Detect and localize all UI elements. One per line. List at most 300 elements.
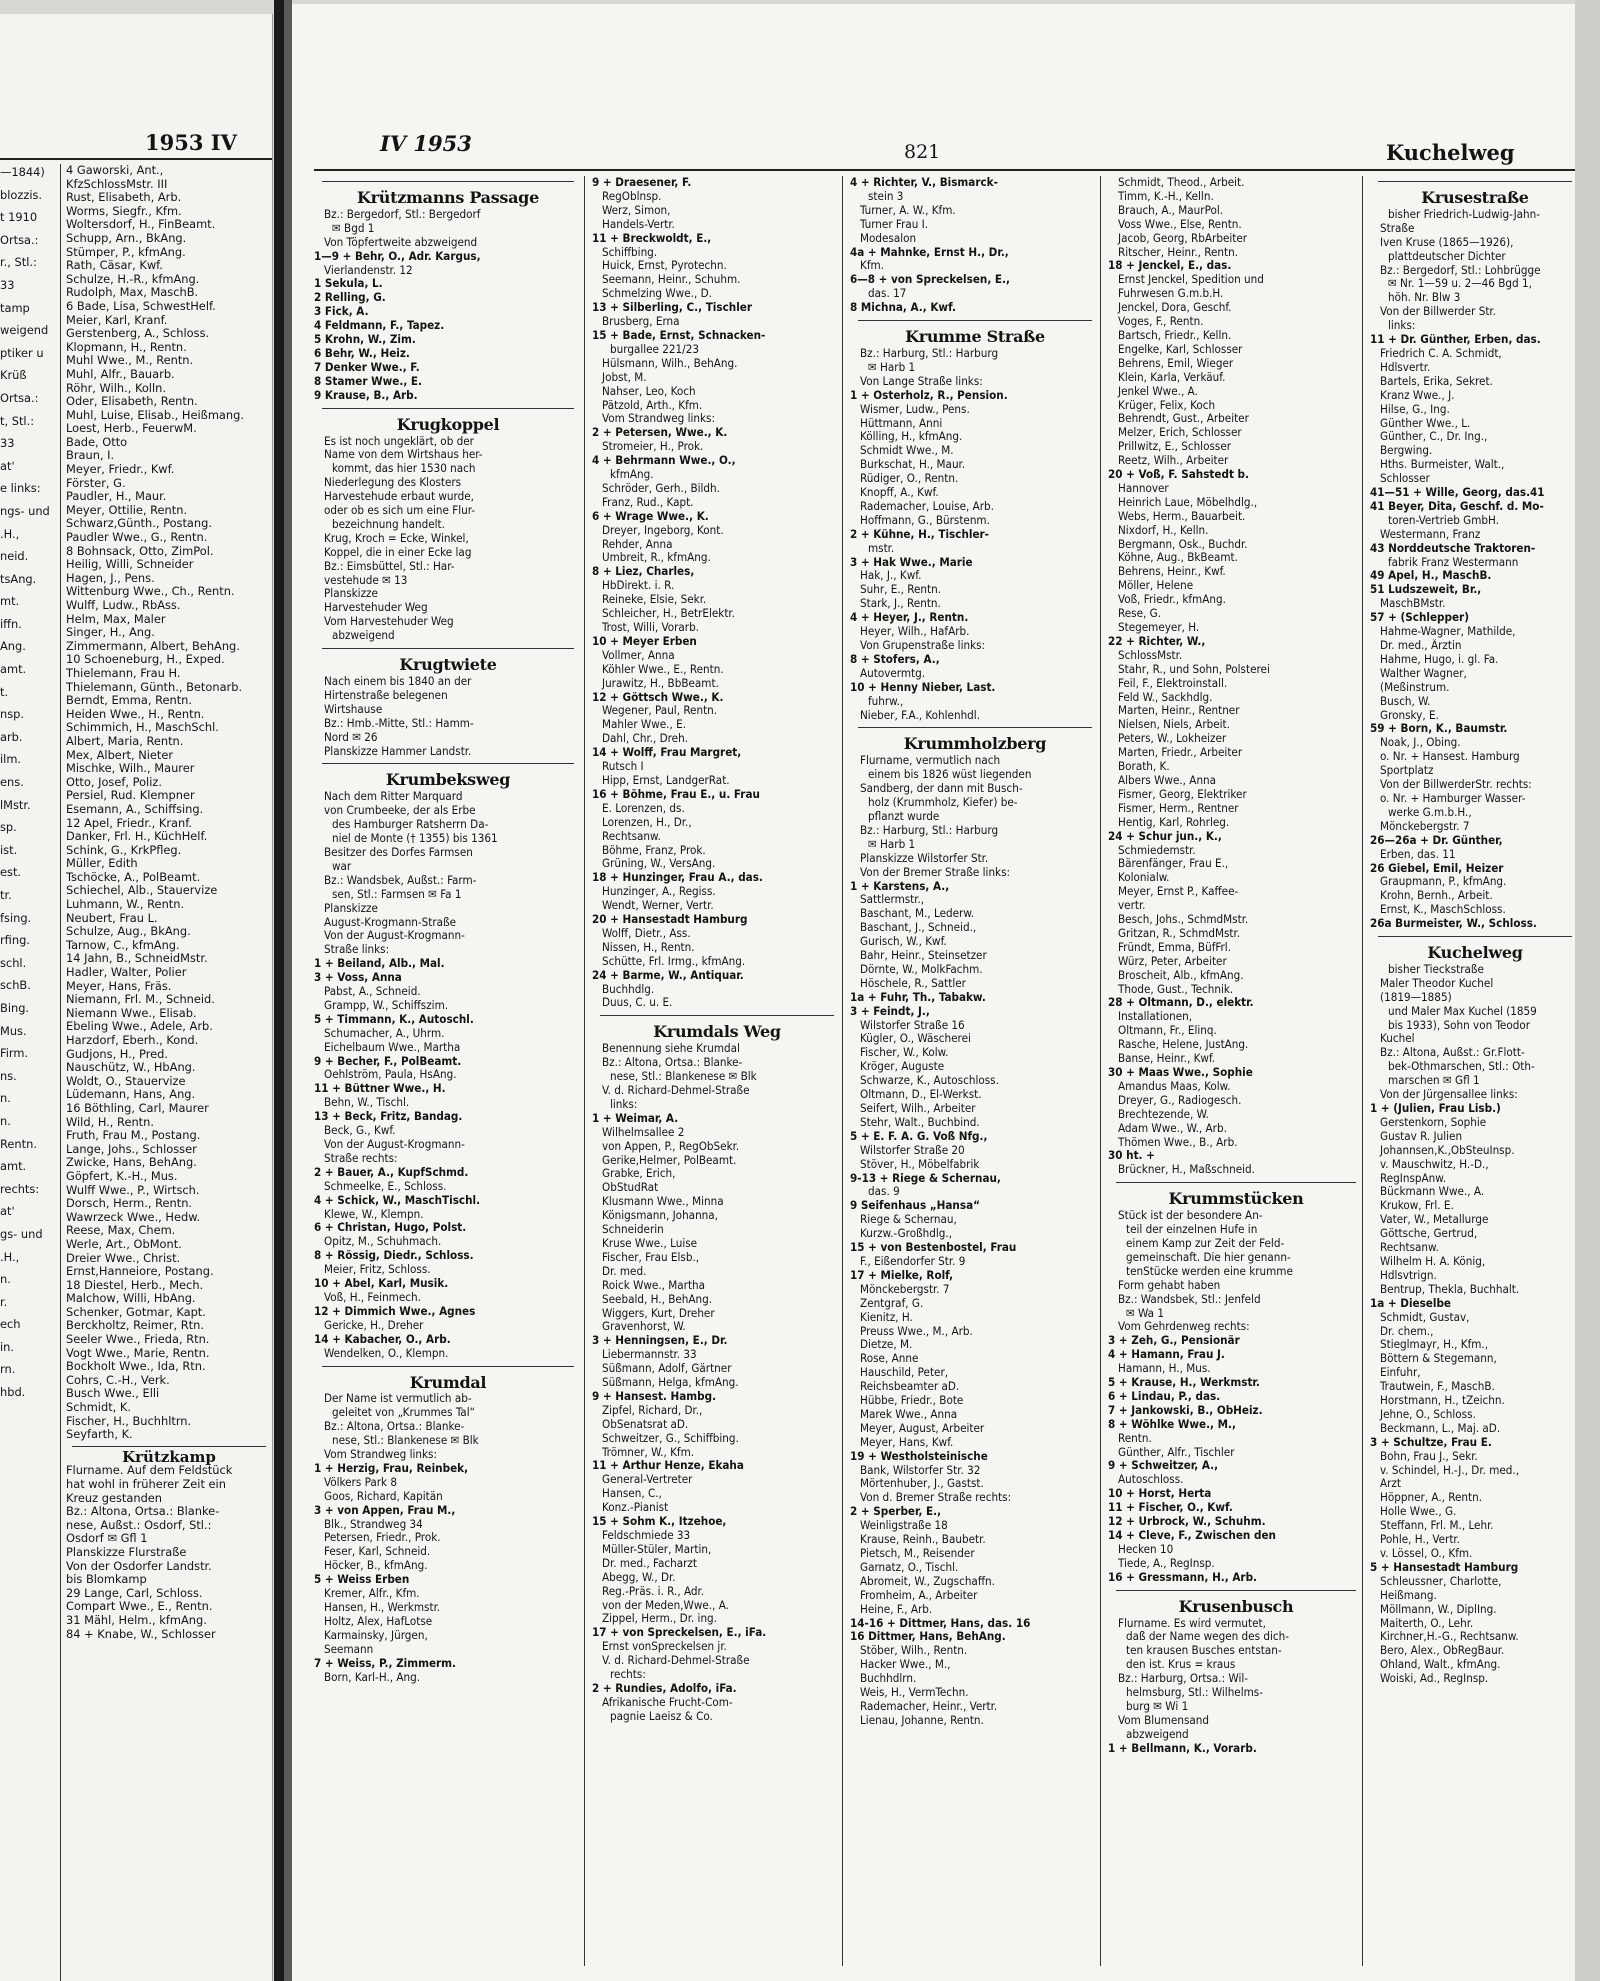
- directory-entry: Malchow, Willi, HbAng.: [66, 1292, 196, 1306]
- directory-entry: 5 + Timmann, K., Autoschl.: [314, 1012, 474, 1026]
- directory-entry: Heine, F., Arb.: [860, 1602, 933, 1616]
- directory-entry: Umbreit, R., kfmAng.: [602, 551, 711, 565]
- directory-entry: Hak, J., Kwf.: [860, 569, 922, 583]
- directory-entry: Behn, W., Tischl.: [324, 1096, 410, 1110]
- fragment-line: est.: [0, 865, 22, 880]
- directory-entry: 16 + Böhme, Frau E., u. Frau: [592, 787, 760, 801]
- directory-entry: von der Meden,Wwe., A.: [602, 1598, 729, 1612]
- directory-entry: Würz, Peter, Arbeiter: [1118, 954, 1227, 968]
- directory-entry: 6 Behr, W., Heiz.: [314, 346, 410, 360]
- directory-entry: Hamann, H., Mus.: [1118, 1362, 1211, 1376]
- directory-entry: Thielemann, Frau H.: [66, 666, 181, 680]
- directory-entry: Eichelbaum Wwe., Martha: [324, 1040, 461, 1054]
- directory-entry: Engelke, Karl, Schlosser: [1118, 342, 1243, 356]
- directory-entry: 13 + Silberling, C., Tischler: [592, 301, 752, 315]
- directory-entry: Wirtshause: [324, 702, 383, 716]
- directory-entry: 6 Bade, Lisa, SchwestHelf.: [66, 299, 216, 313]
- directory-entry: 9 Krause, B., Arb.: [314, 388, 418, 402]
- directory-entry: Holle Wwe., G.: [1380, 1505, 1457, 1519]
- directory-entry: Klewe, W., Klempn.: [324, 1207, 424, 1221]
- directory-entry: 12 + Dimmich Wwe., Agnes: [314, 1304, 476, 1318]
- directory-entry: Schmidt, Theod., Arbeit.: [1118, 176, 1245, 189]
- directory-entry: 4 + Richter, V., Bismarck-: [850, 176, 998, 189]
- directory-entry: 8 + Rössig, Diedr., Schloss.: [314, 1249, 474, 1263]
- directory-entry: 41—51 + Wille, Georg, das.41: [1370, 486, 1545, 500]
- directory-entry: Fuhrwesen G.m.b.H.: [1118, 287, 1224, 301]
- fragment-line: t.: [0, 684, 9, 699]
- directory-entry: links:: [1388, 319, 1416, 333]
- fragment-line: n.: [0, 1272, 11, 1287]
- directory-entry: 11 + Fischer, O., Kwf.: [1108, 1501, 1233, 1515]
- directory-entry: Einfuhr,: [1380, 1366, 1421, 1380]
- directory-entry: geleitet von „Krummes Tal“: [332, 1406, 475, 1420]
- street-description-line: 84 + Knabe, W., Schlosser: [66, 1626, 216, 1641]
- directory-entry: 57 + (Schlepper): [1370, 611, 1469, 625]
- directory-entry: Süßmann, Adolf, Gärtner: [602, 1362, 732, 1376]
- directory-entry: teil der einzelnen Hufe in: [1126, 1223, 1258, 1237]
- directory-entry: 3 + Zeh, G., Pensionär: [1108, 1334, 1240, 1348]
- directory-entry: Dr. med., Ärztin: [1380, 639, 1462, 652]
- directory-entry: Schiechel, Alb., Stauervize: [66, 884, 218, 898]
- directory-entry: (Meßinstrum.: [1380, 680, 1450, 694]
- directory-entry: Harvestehude erbaut wurde,: [324, 490, 474, 504]
- directory-entry: 10 + Abel, Karl, Musik.: [314, 1277, 449, 1291]
- directory-entry: Von Grupenstraße links:: [860, 639, 986, 652]
- directory-entry: Königsmann, Johanna,: [602, 1209, 718, 1223]
- directory-entry: Borath, K.: [1118, 760, 1170, 774]
- directory-entry: 24 + Schur jun., K.,: [1108, 829, 1222, 843]
- fragment-line: schl.: [0, 955, 27, 970]
- directory-entry: burgallee 221/23: [610, 342, 699, 356]
- directory-entry: Bergmann, Osk., Buchdr.: [1118, 537, 1248, 551]
- directory-entry: Zimmermann, Albert, BehAng.: [66, 639, 240, 653]
- directory-entry: Timm, K.-H., Kelln.: [1118, 189, 1214, 203]
- directory-entry: Pabst, A., Schneid.: [324, 985, 421, 999]
- directory-entry: Rademacher, Louise, Arb.: [860, 499, 994, 513]
- directory-entry: Bade, Otto: [66, 435, 128, 449]
- directory-entry: 8 Michna, A., Kwf.: [850, 301, 956, 315]
- directory-entry: Gericke, H., Dreher: [324, 1318, 424, 1332]
- directory-column: [592, 176, 842, 1976]
- fragment-line: Bing.: [0, 1000, 30, 1015]
- street-heading: Krusestraße: [1421, 188, 1529, 207]
- left-column-rule: [60, 164, 61, 1981]
- directory-entry: Schiffbing.: [602, 245, 658, 259]
- directory-entry: Sandberg, der dann mit Busch-: [860, 782, 1023, 796]
- directory-entry: Hansen, H., Werkmstr.: [324, 1601, 441, 1614]
- street-description-line: hat wohl in früherer Zeit ein: [66, 1477, 226, 1491]
- directory-entry: Garnatz, O., Tischl.: [860, 1560, 959, 1574]
- directory-entry: Abegg, W., Dr.: [602, 1570, 676, 1584]
- directory-entry: Konz.-Pianist: [602, 1501, 669, 1515]
- directory-entry: bek-Othmarschen, Stl.: Oth-: [1388, 1060, 1535, 1074]
- directory-entry: 3 + Henningsen, E., Dr.: [592, 1334, 728, 1348]
- fragment-line: ist.: [0, 842, 18, 857]
- directory-entry: bisher Tieckstraße: [1388, 962, 1484, 976]
- directory-entry: Stark, J., Rentn.: [860, 597, 941, 611]
- directory-entry: Buchhdlrn.: [860, 1672, 917, 1686]
- book-gutter-shadow: [284, 0, 292, 1981]
- directory-entry: Singer, H., Ang.: [66, 626, 155, 640]
- fragment-line: —1844): [0, 165, 45, 179]
- directory-entry: Göpfert, K.-H., Mus.: [66, 1169, 178, 1183]
- directory-entry: Prillwitz, E., Schlosser: [1118, 440, 1232, 454]
- fragment-line: ptiker u: [0, 345, 44, 360]
- directory-entry: Straße: [1380, 221, 1415, 235]
- fragment-line: r.: [0, 1294, 8, 1309]
- directory-entry: Schleicher, H., BetrElektr.: [602, 607, 735, 621]
- street-heading: Krumme Straße: [905, 327, 1045, 347]
- directory-entry: Hülsmann, Wilh., BehAng.: [602, 356, 738, 370]
- directory-entry: Abromeit, W., Zugschaffn.: [860, 1574, 995, 1588]
- directory-entry: Behrens, Heinr., Kwf.: [1118, 565, 1226, 579]
- directory-entry: Schweitzer, G., Schiffbing.: [602, 1431, 739, 1445]
- directory-entry: Nauschütz, W., HbAng.: [66, 1061, 196, 1075]
- directory-entry: Kranz Wwe., J.: [1380, 388, 1455, 402]
- directory-entry: Schmiedemstr.: [1118, 843, 1196, 857]
- directory-entry: Roick Wwe., Martha: [602, 1278, 706, 1292]
- directory-entry: Seemann: [324, 1642, 374, 1656]
- street-heading: Krummstücken: [1168, 1189, 1304, 1209]
- directory-entry: Wilhelmsallee 2: [602, 1125, 685, 1139]
- directory-entry: Preuss Wwe., M., Arb.: [860, 1324, 973, 1338]
- directory-entry: rechts:: [610, 1668, 646, 1682]
- directory-entry: 2 + Petersen, Wwe., K.: [592, 426, 728, 440]
- directory-entry: August-Krogmann-Straße: [324, 915, 457, 929]
- directory-entry: Jobst, M.: [602, 370, 647, 384]
- directory-entry: Handels-Vertr.: [602, 217, 675, 231]
- directory-entry: 1 + Herzig, Frau, Reinbek,: [314, 1461, 469, 1475]
- directory-entry: Reg.-Präs. i. R., Adr.: [602, 1584, 705, 1598]
- directory-entry: Albert, Maria, Rentn.: [66, 734, 184, 748]
- directory-entry: Böttern & Stegemann,: [1380, 1352, 1497, 1366]
- section-divider: [322, 1366, 574, 1367]
- directory-entry: Brückner, H., Maßschneid.: [1118, 1163, 1255, 1177]
- directory-entry: Böhme, Franz, Prok.: [602, 843, 706, 857]
- directory-entry: Heilig, Willi, Schneider: [66, 558, 194, 572]
- directory-column: [1108, 176, 1364, 1976]
- directory-entry: Bz.: Harburg, Ortsa.: Wil-: [1118, 1672, 1249, 1686]
- left-page: [0, 14, 273, 1981]
- directory-entry: vertr.: [1118, 899, 1146, 913]
- directory-entry: Nieber, F.A., Kohlenhdl.: [860, 708, 981, 722]
- directory-entry: Woltersdorf, H., FinBeamt.: [66, 218, 216, 232]
- directory-entry: marschen ✉ Gfl 1: [1388, 1074, 1480, 1088]
- directory-entry: bezeichnung handelt.: [332, 517, 445, 531]
- street-description-line: Kreuz gestanden: [66, 1490, 163, 1505]
- directory-entry: Petersen, Friedr., Prok.: [324, 1531, 441, 1545]
- directory-entry: Wendt, Werner, Vertr.: [602, 899, 714, 913]
- fragment-line: Rentn.: [0, 1136, 37, 1151]
- fragment-line: .H.,: [0, 526, 20, 541]
- directory-entry: Adam Wwe., W., Arb.: [1118, 1121, 1227, 1135]
- directory-entry: Schenker, Gotmar, Kapt.: [66, 1305, 206, 1319]
- fragment-line: fsing.: [0, 910, 32, 925]
- fragment-line: t, Stl.:: [0, 413, 35, 428]
- directory-entry: 41 Beyer, Dita, Geschf. d. Mo-: [1370, 499, 1544, 513]
- directory-entry: Form gehabt haben: [1118, 1278, 1221, 1292]
- directory-entry: Luhmann, W., Rentn.: [66, 898, 185, 912]
- directory-entry: Banse, Heinr., Kwf.: [1118, 1052, 1216, 1066]
- directory-entry: stein 3: [868, 189, 904, 203]
- directory-entry: Hansen, C.,: [602, 1487, 662, 1501]
- directory-entry: Schmidt Wwe., M.: [860, 444, 954, 458]
- directory-entry: Reetz, Wilh., Arbeiter: [1118, 454, 1229, 468]
- directory-entry: Harvestehuder Weg: [324, 601, 428, 615]
- directory-entry: Vom Gehrdenweg rechts:: [1118, 1320, 1250, 1334]
- directory-entry: 10 + Horst, Herta: [1108, 1487, 1212, 1501]
- directory-entry: Meyer, Hans, Kwf.: [860, 1435, 954, 1449]
- directory-entry: von Crumbeeke, der als Erbe: [324, 804, 476, 818]
- directory-entry: Bartsch, Friedr., Kelln.: [1118, 328, 1232, 342]
- fragment-line: hbd.: [0, 1385, 26, 1400]
- directory-entry: Ebeling Wwe., Adele, Arb.: [66, 1020, 213, 1034]
- directory-entry: Flurname, vermutlich nach: [860, 754, 1001, 768]
- directory-entry: von Appen, P., RegObSekr.: [602, 1139, 740, 1153]
- directory-entry: Trömner, W., Kfm.: [602, 1445, 695, 1459]
- directory-entry: 9-13 + Riege & Schernau,: [850, 1171, 1001, 1185]
- directory-entry: Buchhdlg.: [602, 982, 655, 996]
- directory-entry: Günther Wwe., L.: [1380, 416, 1471, 430]
- directory-entry: Dietze, M.: [860, 1338, 913, 1352]
- directory-entry: Reichsbeamter aD.: [860, 1380, 960, 1394]
- directory-entry: Maler Theodor Kuchel: [1380, 976, 1494, 990]
- left-page-fragments: [0, 166, 58, 1409]
- directory-entry: Bz.: Altona, Ortsa.: Blanke-: [602, 1056, 743, 1070]
- fragment-line: 33: [0, 436, 15, 451]
- directory-entry: 51 Ludszeweit, Br.,: [1370, 583, 1482, 597]
- directory-entry: Dorsch, Herm., Rentn.: [66, 1197, 193, 1211]
- directory-entry: Hahme, Hugo, i. gl. Fa.: [1380, 652, 1499, 666]
- directory-entry: Rose, Anne: [860, 1352, 919, 1366]
- street-heading: Krützkamp: [122, 1447, 216, 1466]
- directory-entry: 49 Apel, H., MaschB.: [1370, 569, 1492, 583]
- directory-entry: Hoffmann, G., Bürstenm.: [860, 513, 990, 527]
- directory-entry: Fründt, Emma, BüfFrl.: [1118, 940, 1232, 954]
- directory-entry: Iven Kruse (1865—1926),: [1380, 235, 1514, 249]
- directory-entry: Seemann, Heinr., Schuhm.: [602, 273, 741, 287]
- directory-entry: Süßmann, Helga, kfmAng.: [602, 1376, 739, 1390]
- directory-entry: Woldt, O., Stauervize: [66, 1074, 186, 1088]
- directory-entry: 3 + Feindt, J.,: [850, 1004, 930, 1018]
- column-rule: [1362, 176, 1363, 1966]
- directory-entry: Ernst vonSpreckelsen jr.: [602, 1640, 727, 1654]
- directory-entry: 4a + Mahnke, Ernst H., Dr.,: [850, 245, 1009, 259]
- directory-entry: Reineke, Elsie, Sekr.: [602, 593, 707, 607]
- directory-entry: tenStücke werden eine krumme: [1126, 1264, 1293, 1278]
- directory-entry: Friedrich C. A. Schmidt,: [1380, 346, 1502, 360]
- fragment-line: ilm.: [0, 752, 22, 767]
- fragment-line: tsAng.: [0, 571, 37, 586]
- directory-entry: 6 + Christan, Hugo, Polst.: [314, 1221, 467, 1235]
- directory-entry: 18 + Jenckel, E., das.: [1108, 259, 1232, 273]
- directory-entry: 20 + Voß, F. Sahstedt b.: [1108, 468, 1249, 482]
- directory-entry: Gerstenkorn, Sophie: [1380, 1115, 1487, 1129]
- directory-entry: Bückmann Wwe., A.: [1380, 1185, 1485, 1199]
- directory-entry: helmsburg, Stl.: Wilhelms-: [1126, 1686, 1263, 1700]
- directory-entry: Muhl, Alfr., Bauarb.: [66, 367, 175, 381]
- directory-entry: Krause, Reinh., Baubetr.: [860, 1533, 986, 1547]
- directory-entry: Autoschloss.: [1118, 1473, 1184, 1487]
- directory-entry: Höschele, R., Sattler: [860, 976, 966, 990]
- street-description-line: Osdorf ✉ Gfl 1: [66, 1531, 148, 1546]
- directory-entry: Hdlsvtrign.: [1380, 1268, 1437, 1282]
- directory-entry: 5 + Krause, H., Werkmstr.: [1108, 1376, 1260, 1390]
- directory-entry: Franz, Rud., Kapt.: [602, 495, 694, 509]
- directory-entry: Völkers Park 8: [324, 1475, 398, 1489]
- directory-entry: 22 + Richter, W.,: [1108, 634, 1206, 648]
- right-page-header-left: IV 1953: [380, 131, 472, 156]
- directory-entry: HbDirekt. i. R.: [602, 579, 675, 593]
- directory-entry: Rath, Cäsar, Kwf.: [66, 259, 163, 273]
- directory-entry: Meyer, Friedr., Kwf.: [66, 463, 175, 477]
- directory-entry: 4 Feldmann, F., Tapez.: [314, 319, 445, 333]
- directory-entry: Hüttmann, Anni: [860, 416, 943, 430]
- directory-entry: Vogt Wwe., Marie, Rentn.: [66, 1346, 210, 1360]
- fragment-line: .H.,: [0, 1249, 20, 1264]
- directory-entry: Name von dem Wirtshaus her-: [324, 448, 483, 462]
- directory-entry: Hadler, Walter, Polier: [66, 966, 187, 980]
- directory-entry: Planskizze Wilstorfer Str.: [860, 851, 989, 865]
- directory-entry: 2 + Sperber, E.,: [850, 1505, 942, 1519]
- directory-entry: Stück ist der besondere An-: [1118, 1209, 1263, 1223]
- directory-entry: Weinligstraße 18: [860, 1519, 948, 1533]
- fragment-line: amt.: [0, 1159, 27, 1174]
- fragment-line: weigend: [0, 323, 49, 338]
- fragment-line: arb.: [0, 729, 23, 744]
- fragment-line: Mus.: [0, 1023, 27, 1038]
- directory-entry: Hauschild, Peter,: [860, 1366, 949, 1380]
- directory-entry: Wulff, Ludw., RbAss.: [66, 599, 181, 612]
- directory-entry: 4 + Schick, W., MaschTischl.: [314, 1193, 481, 1207]
- directory-entry: Bank, Wilstorfer Str. 32: [860, 1463, 981, 1477]
- directory-entry: Hübbe, Friedr., Bote: [860, 1394, 964, 1408]
- directory-entry: Jurawitz, H., BbBeamt.: [602, 676, 719, 690]
- directory-entry: RegOblnsp.: [602, 189, 662, 203]
- directory-entry: toren-Vertrieb GmbH.: [1388, 513, 1499, 527]
- directory-entry: 16 + Gressmann, H., Arb.: [1108, 1570, 1257, 1584]
- directory-entry: Hannover: [1118, 481, 1169, 495]
- directory-entry: 12 + Göttsch Wwe., K.: [592, 690, 724, 704]
- directory-entry: Hirtenstraße belegenen: [324, 688, 448, 702]
- directory-entry: 15 + von Bestenbostel, Frau: [850, 1241, 1017, 1255]
- directory-entry: Kuchel: [1380, 1032, 1415, 1046]
- directory-entry: Dörnte, W., MolkFachm.: [860, 962, 983, 976]
- directory-entry: Grampp, W., Schiffszim.: [324, 998, 449, 1012]
- directory-entry: ✉ Nr. 1—59 u. 2—46 Bgd 1,: [1388, 277, 1532, 291]
- directory-entry: 17 + von Spreckelsen, E., iFa.: [592, 1626, 767, 1640]
- directory-entry: Fromheim, A., Arbeiter: [860, 1588, 978, 1602]
- directory-entry: Opitz, M., Schuhmach.: [324, 1235, 442, 1249]
- directory-entry: den ist. Krus = kraus: [1126, 1658, 1236, 1672]
- directory-entry: v. Lössel, O., Kfm.: [1380, 1547, 1473, 1560]
- directory-entry: Nach einem bis 1840 an der: [324, 675, 472, 688]
- directory-entry: Rasche, Helene, JustAng.: [1118, 1038, 1249, 1052]
- directory-entry: burg ✉ Wi 1: [1126, 1699, 1189, 1713]
- directory-entry: Ernst,Hanneiore, Postang.: [66, 1265, 214, 1279]
- directory-entry: das. 17: [868, 287, 907, 301]
- directory-entry: 26—26a + Dr. Günther,: [1370, 833, 1503, 847]
- directory-entry: Bz.: Wandsbek, Stl.: Jenfeld: [1118, 1292, 1261, 1306]
- directory-entry: Schütte, Frl. Irmg., kfmAng.: [602, 954, 746, 968]
- street-description-line: Von der Osdorfer Landstr.: [66, 1558, 212, 1573]
- directory-entry: Rademacher, Heinr., Vertr.: [860, 1699, 998, 1713]
- street-heading: Krugkoppel: [396, 414, 500, 434]
- directory-entry: Ritscher, Heinr., Rentn.: [1118, 245, 1239, 259]
- fragment-line: e links:: [0, 481, 41, 496]
- directory-entry: Cohrs, C.-H., Verk.: [66, 1373, 170, 1387]
- directory-entry: Zwicke, Hans, BehAng.: [66, 1156, 197, 1170]
- street-heading: Kuchelweg: [1427, 943, 1523, 963]
- directory-entry: Von der Bremer Straße links:: [860, 865, 1011, 879]
- directory-entry: Sattlermstr.,: [860, 893, 925, 907]
- directory-entry: Gurisch, W., Kwf.: [860, 935, 947, 949]
- directory-entry: 1 + Bellmann, K., Vorarb.: [1108, 1741, 1257, 1755]
- directory-entry: Riege & Schernau,: [860, 1213, 957, 1227]
- directory-entry: Dreyer, G., Radiogesch.: [1118, 1093, 1242, 1107]
- directory-entry: Rehder, Anna: [602, 537, 673, 551]
- directory-entry: Planskizze: [324, 587, 378, 601]
- right-page-edge: [1575, 0, 1600, 1981]
- directory-entry: Nissen, H., Rentn.: [602, 940, 695, 954]
- fragment-line: blozzis.: [0, 187, 43, 202]
- directory-entry: Pätzold, Arth., Kfm.: [602, 398, 703, 412]
- directory-entry: Heyer, Wilh., HafArb.: [860, 625, 970, 639]
- directory-entry: Hipp, Ernst, LandgerRat.: [602, 773, 730, 787]
- directory-entry: Rentn.: [1118, 1431, 1152, 1445]
- directory-entry: Förster, G.: [66, 476, 126, 490]
- directory-entry: mstr.: [868, 541, 895, 555]
- directory-entry: Hagen, J., Pens.: [66, 571, 155, 585]
- directory-entry: 5 Krohn, W., Zim.: [314, 333, 416, 347]
- directory-entry: 1 + (Julien, Frau Lisb.): [1370, 1102, 1501, 1115]
- directory-entry: Marek Wwe., Anna: [860, 1407, 958, 1421]
- directory-entry: 3 + Schultze, Frau E.: [1370, 1435, 1492, 1449]
- directory-entry: Peters, W., Lokheizer: [1118, 732, 1227, 746]
- directory-entry: Kienitz, H.: [860, 1310, 913, 1324]
- directory-entry: Paudler, H., Maur.: [66, 490, 167, 504]
- fragment-line: t 1910: [0, 210, 38, 225]
- directory-entry: nese, Stl.: Blankenese ✉ Blk: [610, 1070, 757, 1084]
- directory-entry: Vollmer, Anna: [602, 648, 675, 662]
- directory-entry: 8 Bohnsack, Otto, ZimPol.: [66, 544, 214, 558]
- street-heading: Krützmanns Passage: [357, 188, 539, 207]
- directory-entry: Köhne, Aug., BkBeamt.: [1118, 551, 1238, 565]
- directory-entry: Dahl, Chr., Dreh.: [602, 732, 689, 746]
- directory-entry: Behrens, Emil, Wieger: [1118, 356, 1234, 370]
- directory-entry: Feld W., Sackhdlg.: [1118, 690, 1213, 704]
- directory-entry: einem Kamp zur Zeit der Feld-: [1126, 1236, 1285, 1250]
- directory-entry: 3 + Voss, Anna: [314, 971, 402, 985]
- directory-entry: Voß, Friedr., kfmAng.: [1118, 593, 1226, 607]
- directory-entry: Grabke, Erich,: [602, 1167, 676, 1181]
- directory-entry: ✉ Wa 1: [1126, 1306, 1164, 1320]
- directory-entry: Kirchner,H.-G., Rechtsanw.: [1380, 1630, 1519, 1644]
- directory-entry: Schlosser: [1380, 472, 1430, 486]
- directory-entry: Westermann, Franz: [1380, 527, 1481, 541]
- directory-column: [314, 176, 582, 1976]
- directory-entry: Wilhelm H. A. König,: [1380, 1254, 1486, 1268]
- right-header-rule: [314, 169, 1600, 171]
- street-description-line: Bz.: Altona, Ortsa.: Blanke-: [66, 1504, 220, 1519]
- directory-entry: Thode, Gust., Technik.: [1118, 982, 1234, 996]
- directory-entry: 7 + Weiss, P., Zimmerm.: [314, 1656, 457, 1670]
- fragment-line: ngs- und: [0, 503, 50, 518]
- directory-entry: Muhl, Luise, Elisab., Heißmang.: [66, 408, 244, 422]
- column-rule: [1100, 176, 1101, 1966]
- directory-entry: Broscheit, Alb., kfmAng.: [1118, 968, 1244, 982]
- directory-entry: Busch Wwe., Elli: [66, 1387, 160, 1401]
